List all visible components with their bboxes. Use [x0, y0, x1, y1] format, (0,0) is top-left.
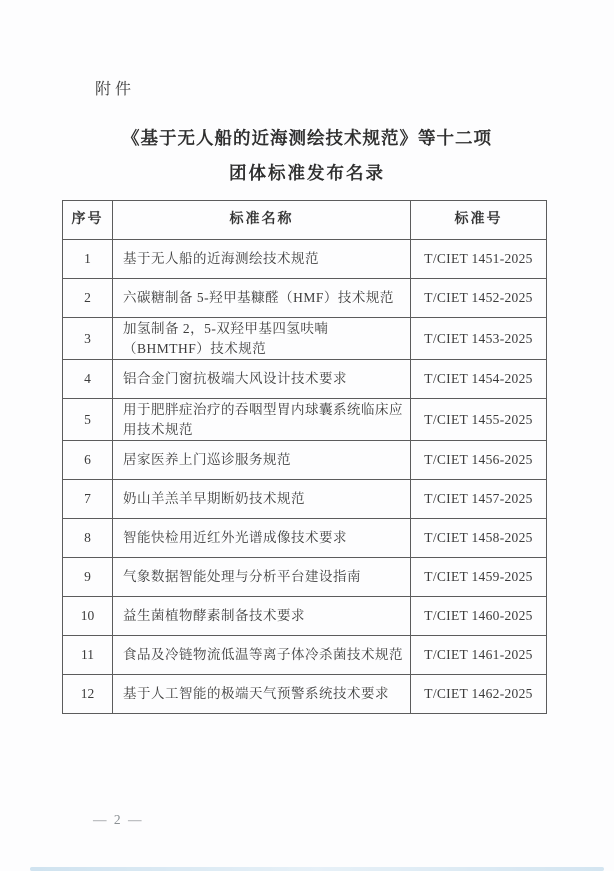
table-row [63, 441, 547, 480]
table-row [63, 675, 547, 714]
standard-name-cell: 居家医养上门巡诊服务规范 [113, 441, 411, 480]
standard-code-cell: T/CIET 1457-2025 [411, 480, 547, 519]
standard-name-cell: 六碳糖制备 5-羟甲基糠醛（HMF）技术规范 [113, 279, 411, 318]
standard-name-cell: 基于无人船的近海测绘技术规范 [113, 240, 411, 279]
row-number-cell: 1 [63, 240, 113, 279]
table-row [63, 480, 547, 519]
standard-name-cell: 加氢制备 2，5-双羟甲基四氢呋喃（BHMTHF）技术规范 [113, 318, 411, 360]
row-number-cell: 12 [63, 675, 113, 714]
standard-code-cell: T/CIET 1452-2025 [411, 279, 547, 318]
standard-code-cell: T/CIET 1451-2025 [411, 240, 547, 279]
row-number-cell: 6 [63, 441, 113, 480]
row-number-cell: 8 [63, 519, 113, 558]
row-number-cell: 4 [63, 360, 113, 399]
table-row [63, 240, 547, 279]
attachment-label: 附件 [95, 81, 136, 98]
row-number-cell: 9 [63, 558, 113, 597]
row-number-cell: 2 [63, 279, 113, 318]
standard-name-cell: 食品及冷链物流低温等离子体冷杀菌技术规范 [113, 636, 411, 675]
page-number: — 2 — [93, 812, 144, 827]
standard-name-cell: 铝合金门窗抗极端大风设计技术要求 [113, 360, 411, 399]
standard-name-cell: 益生菌植物酵素制备技术要求 [113, 597, 411, 636]
table-row [63, 519, 547, 558]
standard-code-cell: T/CIET 1459-2025 [411, 558, 547, 597]
standards-table-body [63, 240, 547, 714]
standards-table-header [63, 201, 547, 240]
row-number-cell: 7 [63, 480, 113, 519]
standard-code-cell: T/CIET 1458-2025 [411, 519, 547, 558]
standard-name-cell: 气象数据智能处理与分析平台建设指南 [113, 558, 411, 597]
standard-code-cell: T/CIET 1454-2025 [411, 360, 547, 399]
scan-artifact [30, 867, 604, 871]
standard-code-cell: T/CIET 1460-2025 [411, 597, 547, 636]
standard-name-cell: 用于肥胖症治疗的吞咽型胃内球囊系统临床应用技术规范 [113, 399, 411, 441]
table-row [63, 279, 547, 318]
standard-code-cell: T/CIET 1456-2025 [411, 441, 547, 480]
standard-name-cell: 基于人工智能的极端天气预警系统技术要求 [113, 675, 411, 714]
header-row [63, 201, 547, 240]
table-row [63, 636, 547, 675]
standard-code-cell: T/CIET 1453-2025 [411, 318, 547, 360]
header-cell-name: 标准名称 [113, 201, 411, 240]
row-number-cell: 5 [63, 399, 113, 441]
table-row [63, 597, 547, 636]
standard-code-cell: T/CIET 1455-2025 [411, 399, 547, 441]
standard-code-cell: T/CIET 1461-2025 [411, 636, 547, 675]
standards-table [62, 200, 547, 714]
row-number-cell: 3 [63, 318, 113, 360]
row-number-cell: 11 [63, 636, 113, 675]
header-cell-number: 序号 [63, 201, 113, 240]
standard-name-cell: 奶山羊羔羊早期断奶技术规范 [113, 480, 411, 519]
standard-name-cell: 智能快检用近红外光谱成像技术要求 [113, 519, 411, 558]
standard-code-cell: T/CIET 1462-2025 [411, 675, 547, 714]
table-row [63, 318, 547, 360]
table-row [63, 558, 547, 597]
document-title-line2: 团体标准发布名录 [229, 163, 385, 183]
header-cell-code: 标准号 [411, 201, 547, 240]
table-row [63, 360, 547, 399]
document-title-line1: 《基于无人船的近海测绘技术规范》等十二项 [122, 128, 492, 148]
row-number-cell: 10 [63, 597, 113, 636]
table-row [63, 399, 547, 441]
